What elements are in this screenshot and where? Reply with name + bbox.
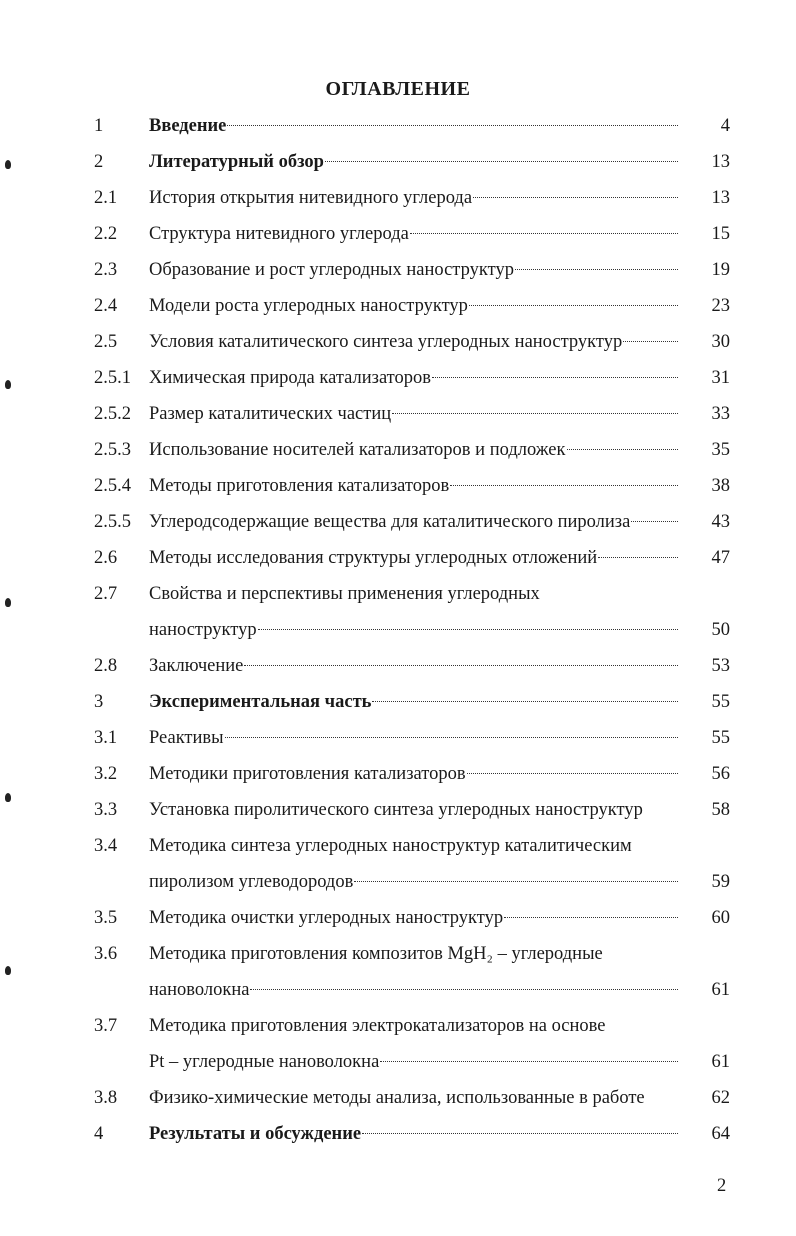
toc-entry-label: Заключение xyxy=(149,656,244,676)
toc-entry[interactable] xyxy=(0,509,796,535)
dot-leader xyxy=(432,377,678,378)
toc-entry-label-line1: Свойства и перспективы применения углеродных xyxy=(149,584,540,604)
dot-leader xyxy=(504,917,678,918)
toc-entry-label-line1: Методика синтеза углеродных наноструктур каталитическим xyxy=(149,836,632,856)
toc-entry-label: Установка пиролитического синтеза углеродных наноструктур xyxy=(149,800,643,820)
toc-entry[interactable] xyxy=(0,869,796,895)
toc-entry-label: наноструктур xyxy=(149,620,257,640)
toc-entry-label: Методики приготовления катализаторов xyxy=(149,764,466,784)
dot-leader xyxy=(473,197,678,198)
dot-leader xyxy=(362,1133,678,1134)
toc-entry-number: 2.6 xyxy=(94,548,118,568)
toc-entry[interactable] xyxy=(0,257,796,283)
toc-entry-number: 4 xyxy=(94,1124,104,1144)
toc-entry-label: Результаты и обсуждение xyxy=(149,1124,362,1144)
toc-entry[interactable] xyxy=(0,1085,796,1111)
toc-entry-number: 2.5.5 xyxy=(94,512,131,532)
toc-entry-number: 2 xyxy=(94,152,104,172)
scan-speck xyxy=(5,380,11,389)
dot-leader xyxy=(467,773,678,774)
toc-entry[interactable] xyxy=(0,401,796,427)
dot-leader xyxy=(258,629,678,630)
toc-entry-number: 2.5.2 xyxy=(94,404,131,424)
dot-leader xyxy=(567,449,679,450)
scan-speck xyxy=(5,598,11,607)
toc-entry-page: 43 xyxy=(711,512,730,532)
toc-entry-heading xyxy=(0,1013,796,1039)
dot-leader xyxy=(392,413,678,414)
toc-entry-page: 30 xyxy=(711,332,730,352)
toc-entry[interactable] xyxy=(0,761,796,787)
toc-entry[interactable] xyxy=(0,473,796,499)
toc-entry[interactable] xyxy=(0,221,796,247)
toc-entry-number: 2.5.4 xyxy=(94,476,131,496)
toc-entry-label: Использование носителей катализаторов и подложек xyxy=(149,440,566,460)
toc-entry-label-line1: Методика приготовления электрокатализаторов на основе xyxy=(149,1016,606,1036)
toc-entry-page: 61 xyxy=(711,1052,730,1072)
toc-entry-page: 47 xyxy=(711,548,730,568)
toc-entry-number: 2.5.3 xyxy=(94,440,131,460)
toc-entry-label: Углеродсодержащие вещества для каталитического пиролиза xyxy=(149,512,631,532)
dot-leader xyxy=(244,665,678,666)
dot-leader xyxy=(469,305,678,306)
dot-leader xyxy=(515,269,678,270)
toc-entry[interactable] xyxy=(0,1121,796,1147)
dot-leader xyxy=(227,125,678,126)
toc-entry-page: 58 xyxy=(711,800,730,820)
toc-entry-number: 2.1 xyxy=(94,188,118,208)
toc-entry-label: Структура нитевидного углерода xyxy=(149,224,409,244)
toc-entry-number: 2.7 xyxy=(94,584,118,604)
toc-entry-label: Модели роста углеродных наноструктур xyxy=(149,296,468,316)
toc-entry-page: 55 xyxy=(711,728,730,748)
dot-leader xyxy=(450,485,678,486)
toc-entry-label: Физико-химические методы анализа, использованные в работе xyxy=(149,1088,645,1108)
toc-entry[interactable] xyxy=(0,329,796,355)
toc-entry-number: 3.5 xyxy=(94,908,118,928)
toc-entry-number: 3.6 xyxy=(94,944,118,964)
toc-entry[interactable] xyxy=(0,149,796,175)
toc-entry-label: Методы исследования структуры углеродных отложений xyxy=(149,548,598,568)
toc-entry-number: 3.7 xyxy=(94,1016,118,1036)
toc-entry-number: 2.8 xyxy=(94,656,118,676)
toc-entry-page: 55 xyxy=(711,692,730,712)
toc-entry-label: Pt – углеродные нановолокна xyxy=(149,1052,380,1072)
toc-entry-heading xyxy=(0,581,796,607)
dot-leader xyxy=(325,161,678,162)
toc-entry-number: 3.2 xyxy=(94,764,118,784)
toc-entry[interactable] xyxy=(0,293,796,319)
toc-entry-number: 2.5 xyxy=(94,332,118,352)
toc-entry-number: 2.3 xyxy=(94,260,118,280)
dot-leader xyxy=(598,557,678,558)
dot-leader xyxy=(631,521,678,522)
toc-entry-page: 62 xyxy=(711,1088,730,1108)
toc-entry[interactable] xyxy=(0,185,796,211)
dot-leader xyxy=(380,1061,678,1062)
toc-entry-label: Образование и рост углеродных наноструктур xyxy=(149,260,514,280)
toc-entry[interactable] xyxy=(0,689,796,715)
toc-entry[interactable] xyxy=(0,977,796,1003)
toc-entry-page: 64 xyxy=(711,1124,730,1144)
toc-entry-label: Реактивы xyxy=(149,728,224,748)
toc-entry-page: 35 xyxy=(711,440,730,460)
toc-entry-page: 31 xyxy=(711,368,730,388)
toc-entry[interactable] xyxy=(0,653,796,679)
toc-entry-number: 2.4 xyxy=(94,296,118,316)
toc-entry-label: Экспериментальная часть xyxy=(149,692,372,712)
dot-leader xyxy=(372,701,678,702)
toc-entry-page: 56 xyxy=(711,764,730,784)
toc-entry-heading xyxy=(0,941,796,967)
toc-entry[interactable] xyxy=(0,1049,796,1075)
toc-entry-label: Введение xyxy=(149,116,227,136)
toc-entry-label: Литературный обзор xyxy=(149,152,324,172)
toc-entry-number: 3.3 xyxy=(94,800,118,820)
dot-leader xyxy=(250,989,678,990)
toc-entry[interactable] xyxy=(0,617,796,643)
toc-entry-label: Химическая природа катализаторов xyxy=(149,368,431,388)
toc-entry-label-line1: Методика приготовления композитов MgH₂ – углеродные xyxy=(149,944,603,964)
toc-entry-number: 3.8 xyxy=(94,1088,118,1108)
toc-entry-page: 61 xyxy=(711,980,730,1000)
toc-entry-label: нановолокна xyxy=(149,980,250,1000)
toc-entry-page: 50 xyxy=(711,620,730,640)
toc-entry-label: Размер каталитических частиц xyxy=(149,404,392,424)
scan-speck xyxy=(5,793,11,802)
toc-entry-number: 3 xyxy=(94,692,104,712)
toc-entry-label: Методы приготовления катализаторов xyxy=(149,476,450,496)
page-number: 2 xyxy=(717,1176,727,1196)
toc-entry-label: Методика очистки углеродных наноструктур xyxy=(149,908,504,928)
scan-speck xyxy=(5,966,11,975)
toc-entry-page: 23 xyxy=(711,296,730,316)
toc-entry-page: 33 xyxy=(711,404,730,424)
dot-leader xyxy=(623,341,678,342)
toc-entry[interactable] xyxy=(0,365,796,391)
toc-entry-number: 2.2 xyxy=(94,224,118,244)
toc-entry-heading xyxy=(0,833,796,859)
toc-entry-page: 13 xyxy=(711,152,730,172)
toc-entry[interactable] xyxy=(0,725,796,751)
toc-entry-number: 3.1 xyxy=(94,728,118,748)
dot-leader xyxy=(410,233,678,234)
dot-leader xyxy=(354,881,678,882)
toc-entry-label: Условия каталитического синтеза углеродных наноструктур xyxy=(149,332,623,352)
toc-entry[interactable] xyxy=(0,905,796,931)
toc-entry-page: 15 xyxy=(711,224,730,244)
toc-entry-page: 13 xyxy=(711,188,730,208)
toc-entry-page: 19 xyxy=(711,260,730,280)
toc-entry-label: История открытия нитевидного углерода xyxy=(149,188,473,208)
dot-leader xyxy=(225,737,678,738)
scan-speck xyxy=(5,160,11,169)
toc-title: ОГЛАВЛЕНИЕ xyxy=(325,78,471,100)
toc-entry[interactable] xyxy=(0,437,796,463)
toc-entry-page: 59 xyxy=(711,872,730,892)
toc-entry-number: 3.4 xyxy=(94,836,118,856)
toc-entry-label: пиролизом углеводородов xyxy=(149,872,354,892)
toc-entry-number: 1 xyxy=(94,116,104,136)
toc-entry-page: 38 xyxy=(711,476,730,496)
toc-entry[interactable] xyxy=(0,113,796,139)
toc-entry[interactable] xyxy=(0,797,796,823)
toc-entry[interactable] xyxy=(0,545,796,571)
toc-entry-page: 53 xyxy=(711,656,730,676)
toc-entry-number: 2.5.1 xyxy=(94,368,131,388)
toc-entry-page: 4 xyxy=(720,116,730,136)
toc-entry-page: 60 xyxy=(711,908,730,928)
